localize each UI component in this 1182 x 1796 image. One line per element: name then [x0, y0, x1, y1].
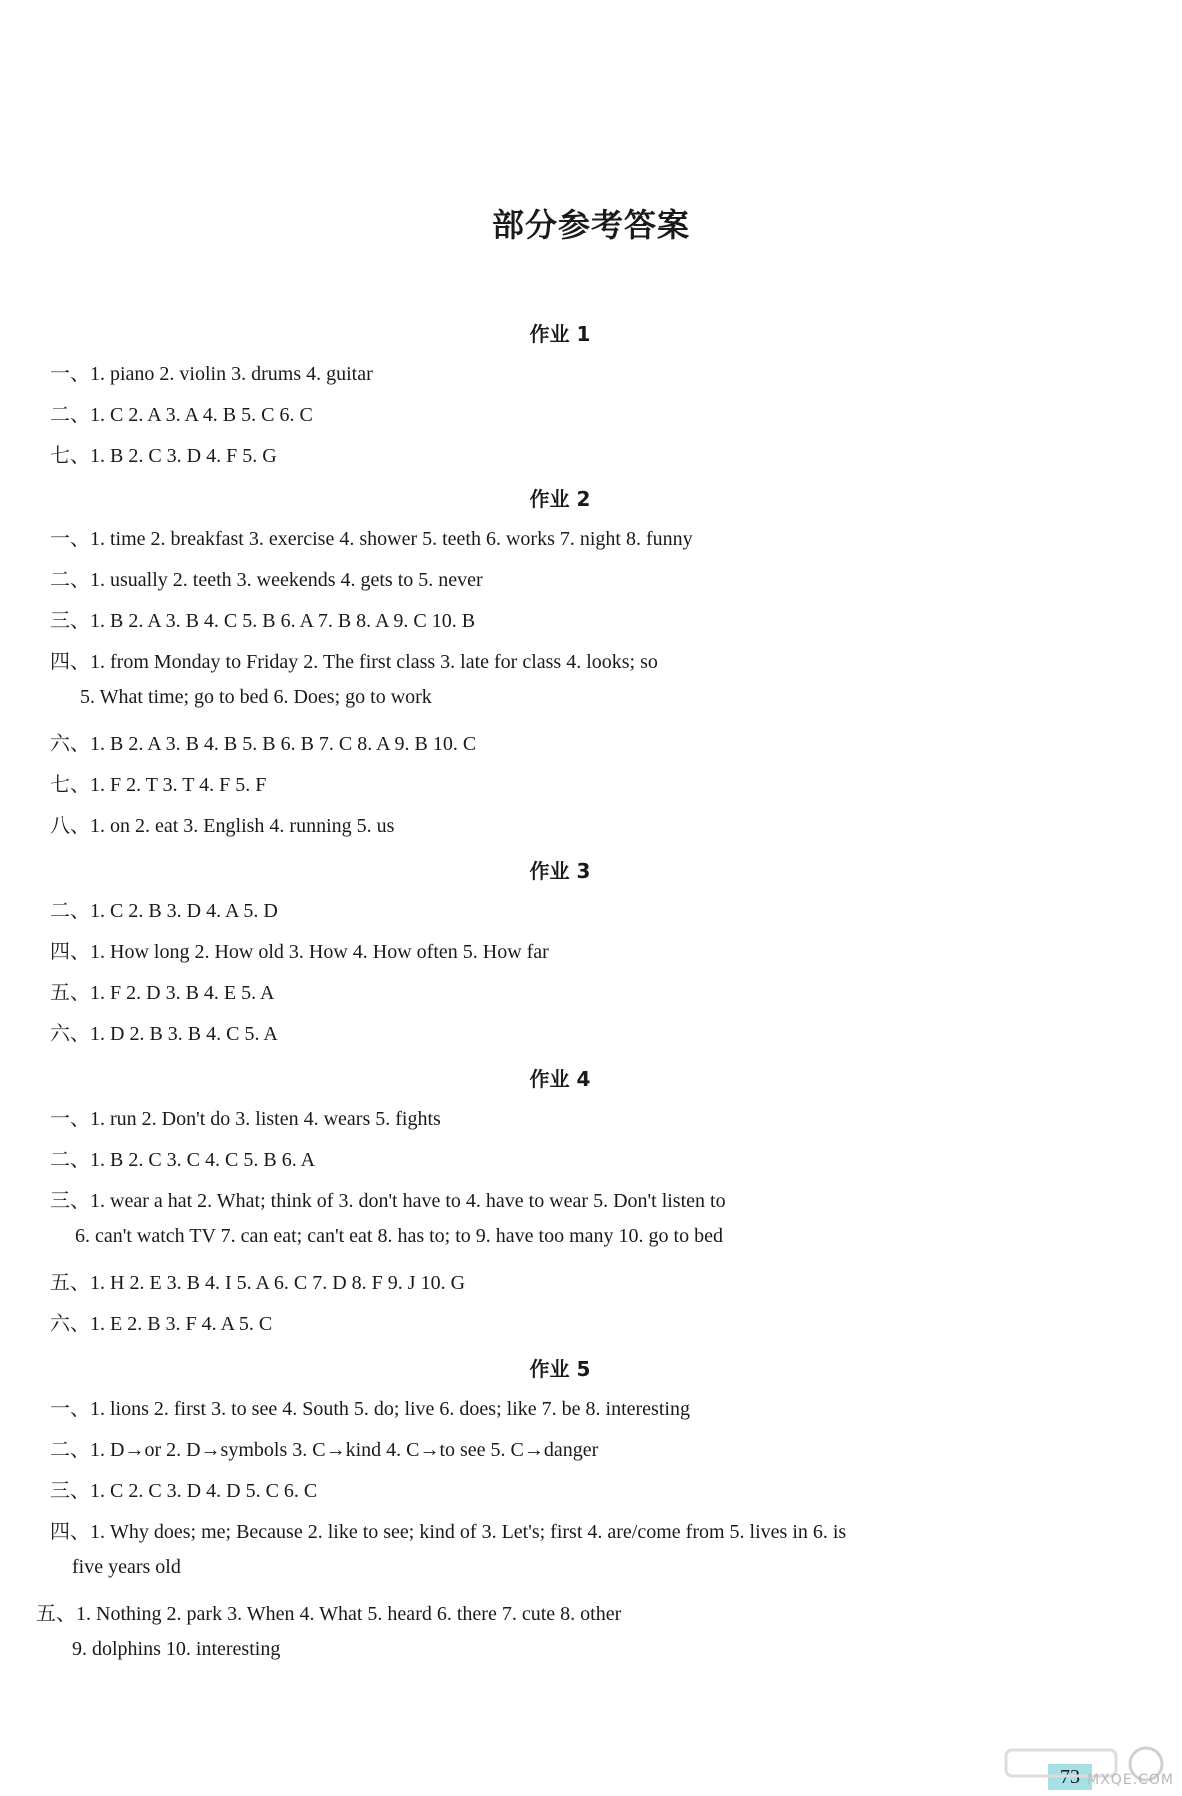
answer-line: 二、1. C 2. B 3. D 4. A 5. D: [50, 900, 278, 922]
answer-line: 四、1. from Monday to Friday 2. The first class 3. late for class 4. looks; so: [50, 651, 658, 673]
answer-line: 六、1. E 2. B 3. F 4. A 5. C: [50, 1313, 273, 1335]
answer-line: 一、1. time 2. breakfast 3. exercise 4. shower 5. teeth 6. works 7. night 8. funny: [50, 528, 693, 550]
watermark-text: MXQE.COM: [1087, 1772, 1174, 1788]
answer-line: 二、1. C 2. A 3. A 4. B 5. C 6. C: [50, 404, 313, 426]
answer-line: 八、1. on 2. eat 3. English 4. running 5. us: [50, 815, 395, 837]
answer-line: 一、1. run 2. Don't do 3. listen 4. wears 5. fights: [50, 1108, 441, 1130]
answer-line: 四、1. How long 2. How old 3. How 4. How often 5. How far: [50, 941, 549, 963]
answer-line: 一、1. lions 2. first 3. to see 4. South 5. do; live 6. does; like 7. be 8. interesting: [50, 1398, 690, 1420]
answer-line: five years old: [72, 1556, 181, 1578]
answer-line: 三、1. B 2. A 3. B 4. C 5. B 6. A 7. B 8. A 9. C 10. B: [50, 610, 476, 632]
answer-line: 二、1. D→or 2. D→symbols 3. C→kind 4. C→to see 5. C→danger: [50, 1439, 599, 1461]
answer-line: 五、1. Nothing 2. park 3. When 4. What 5. heard 6. there 7. cute 8. other: [36, 1603, 622, 1625]
answer-line: 6. can't watch TV 7. can eat; can't eat 8. has to; to 9. have too many 10. go to bed: [75, 1225, 723, 1247]
section-heading: 作业 4: [529, 1067, 591, 1091]
answer-line: 五、1. H 2. E 3. B 4. I 5. A 6. C 7. D 8. F 9. J 10. G: [50, 1272, 466, 1294]
section-heading: 作业 1: [529, 322, 591, 346]
answer-line: 三、1. C 2. C 3. D 4. D 5. C 6. C: [50, 1480, 318, 1502]
answer-line: 七、1. B 2. C 3. D 4. F 5. G: [50, 445, 277, 467]
answer-line: 五、1. F 2. D 3. B 4. E 5. A: [50, 982, 275, 1004]
answer-line: 六、1. D 2. B 3. B 4. C 5. A: [50, 1023, 278, 1045]
answer-line: 5. What time; go to bed 6. Does; go to work: [80, 686, 432, 708]
answer-line: 七、1. F 2. T 3. T 4. F 5. F: [50, 774, 267, 796]
section-heading: 作业 3: [529, 859, 591, 883]
answer-line: 三、1. wear a hat 2. What; think of 3. don't have to 4. have to wear 5. Don't listen to: [50, 1190, 726, 1212]
answer-line: 六、1. B 2. A 3. B 4. B 5. B 6. B 7. C 8. A 9. B 10. C: [50, 733, 477, 755]
section-heading: 作业 5: [529, 1357, 591, 1381]
section-heading: 作业 2: [529, 487, 591, 511]
answer-line: 9. dolphins 10. interesting: [72, 1638, 281, 1660]
page-title: 部分参考答案: [491, 206, 690, 244]
answer-line: 二、1. usually 2. teeth 3. weekends 4. gets to 5. never: [50, 569, 483, 591]
answer-line: 一、1. piano 2. violin 3. drums 4. guitar: [50, 363, 373, 385]
page-number: 73: [1048, 1764, 1092, 1790]
answer-line: 四、1. Why does; me; Because 2. like to see; kind of 3. Let's; first 4. are/come from 5. lives in 6. is: [50, 1521, 847, 1543]
answer-line: 二、1. B 2. C 3. C 4. C 5. B 6. A: [50, 1149, 316, 1171]
